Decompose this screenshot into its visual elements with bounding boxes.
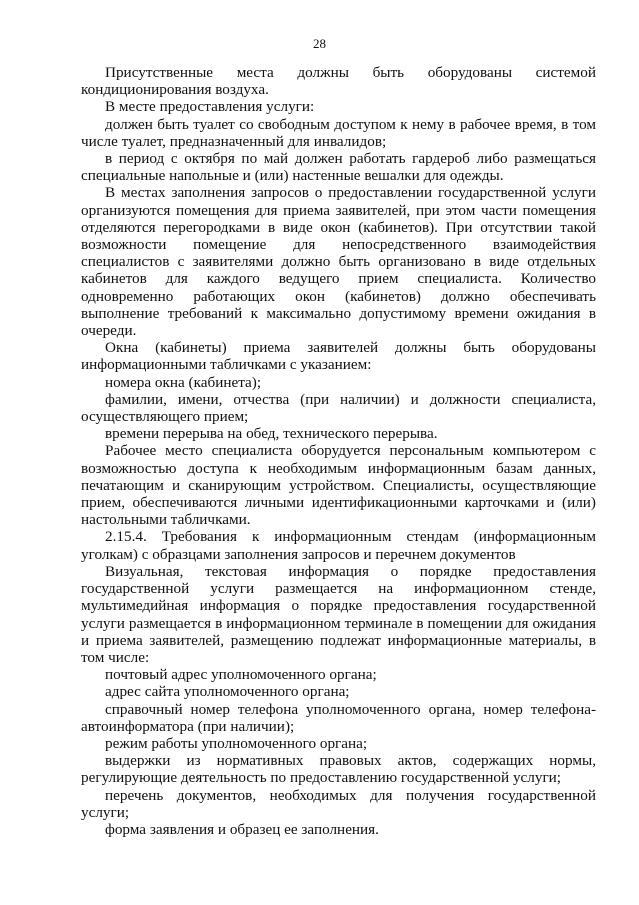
paragraph-air-conditioning: Присутственные места должны быть оборудованы системой кондиционирования воздуха. [81,64,596,99]
paragraph-visual-information: Визуальная, текстовая информация о порядке предоставления государственной услуги размещается на информационном стенде, мультимедийная информация о порядке предоставления государственной услуги размещается в информационном терминале в помещении для ожидания и приема заявителей, размещению подлежат информационные материалы, в том числе: [81,562,596,666]
list-item-break-time: времени перерыва на обед, технического перерыва. [105,425,438,443]
paragraph-windows-signs: Окна (кабинеты) приема заявителей должны быть оборудованы информационными табличками с указанием: [81,339,596,374]
list-item-postal-address: почтовый адрес уполномоченного органа; [105,666,377,684]
list-item-application-form: форма заявления и образец ее заполнения. [105,820,379,838]
paragraph-workplace-equipment: Рабочее место специалиста оборудуется персональным компьютером с возможностью доступа к необходимым информационным базам данных, печатающим и сканирующим устройством. Специалисты, осуществляющие прием, обеспечиваются личными идентификационными карточками и (или) настольными табличками. [81,442,596,529]
list-item-working-hours: режим работы уполномоченного органа; [105,734,368,752]
paragraph-cloakroom-requirement: в период с октября по май должен работать гардероб либо размещаться специальные напольные и (или) настенные вешалки для одежды. [81,150,596,185]
section-heading-2-15-4: 2.15.4. Требования к информационным стендам (информационным уголкам) с образцами заполнения запросов и перечнем документов [81,528,596,563]
list-item-required-documents: перечень документов, необходимых для получения государственной услуги; [81,786,596,821]
list-item-window-number: номера окна (кабинета); [105,373,262,391]
paragraph-service-place-heading: В месте предоставления услуги: [105,98,315,116]
list-item-phone-number: справочный номер телефона уполномоченного органа, номер телефона-автоинформатора (при наличии); [81,700,596,735]
page-number: 28 [313,36,326,51]
document-body [81,64,596,838]
list-item-specialist-name: фамилии, имени, отчества (при наличии) и должности специалиста, осуществляющего прием; [81,390,596,426]
list-item-regulatory-excerpts: выдержки из нормативных правовых актов, содержащих нормы, регулирующие деятельность по предоставлению государственной услуги; [81,752,596,787]
paragraph-reception-premises: В местах заполнения запросов о предоставлении государственной услуги организуются помещения для приема заявителей, при этом части помещения отделяются перегородками в виде окон (кабинетов). При отсутствии такой возможности помещение для непосредственного взаимодействия специалистов с заявителями должно быть организовано в виде отдельных кабинетов для каждого ведущего прием специалиста. Количество одновременно работающих окон (кабинетов) должно обеспечивать выполнение требований к максимально допустимому времени ожидания в очереди. [81,184,596,340]
list-item-website-address: адрес сайта уполномоченного органа; [105,683,350,701]
paragraph-toilet-requirement: должен быть туалет со свободным доступом к нему в рабочее время, в том числе туалет, предназначенный для инвалидов; [81,115,596,150]
